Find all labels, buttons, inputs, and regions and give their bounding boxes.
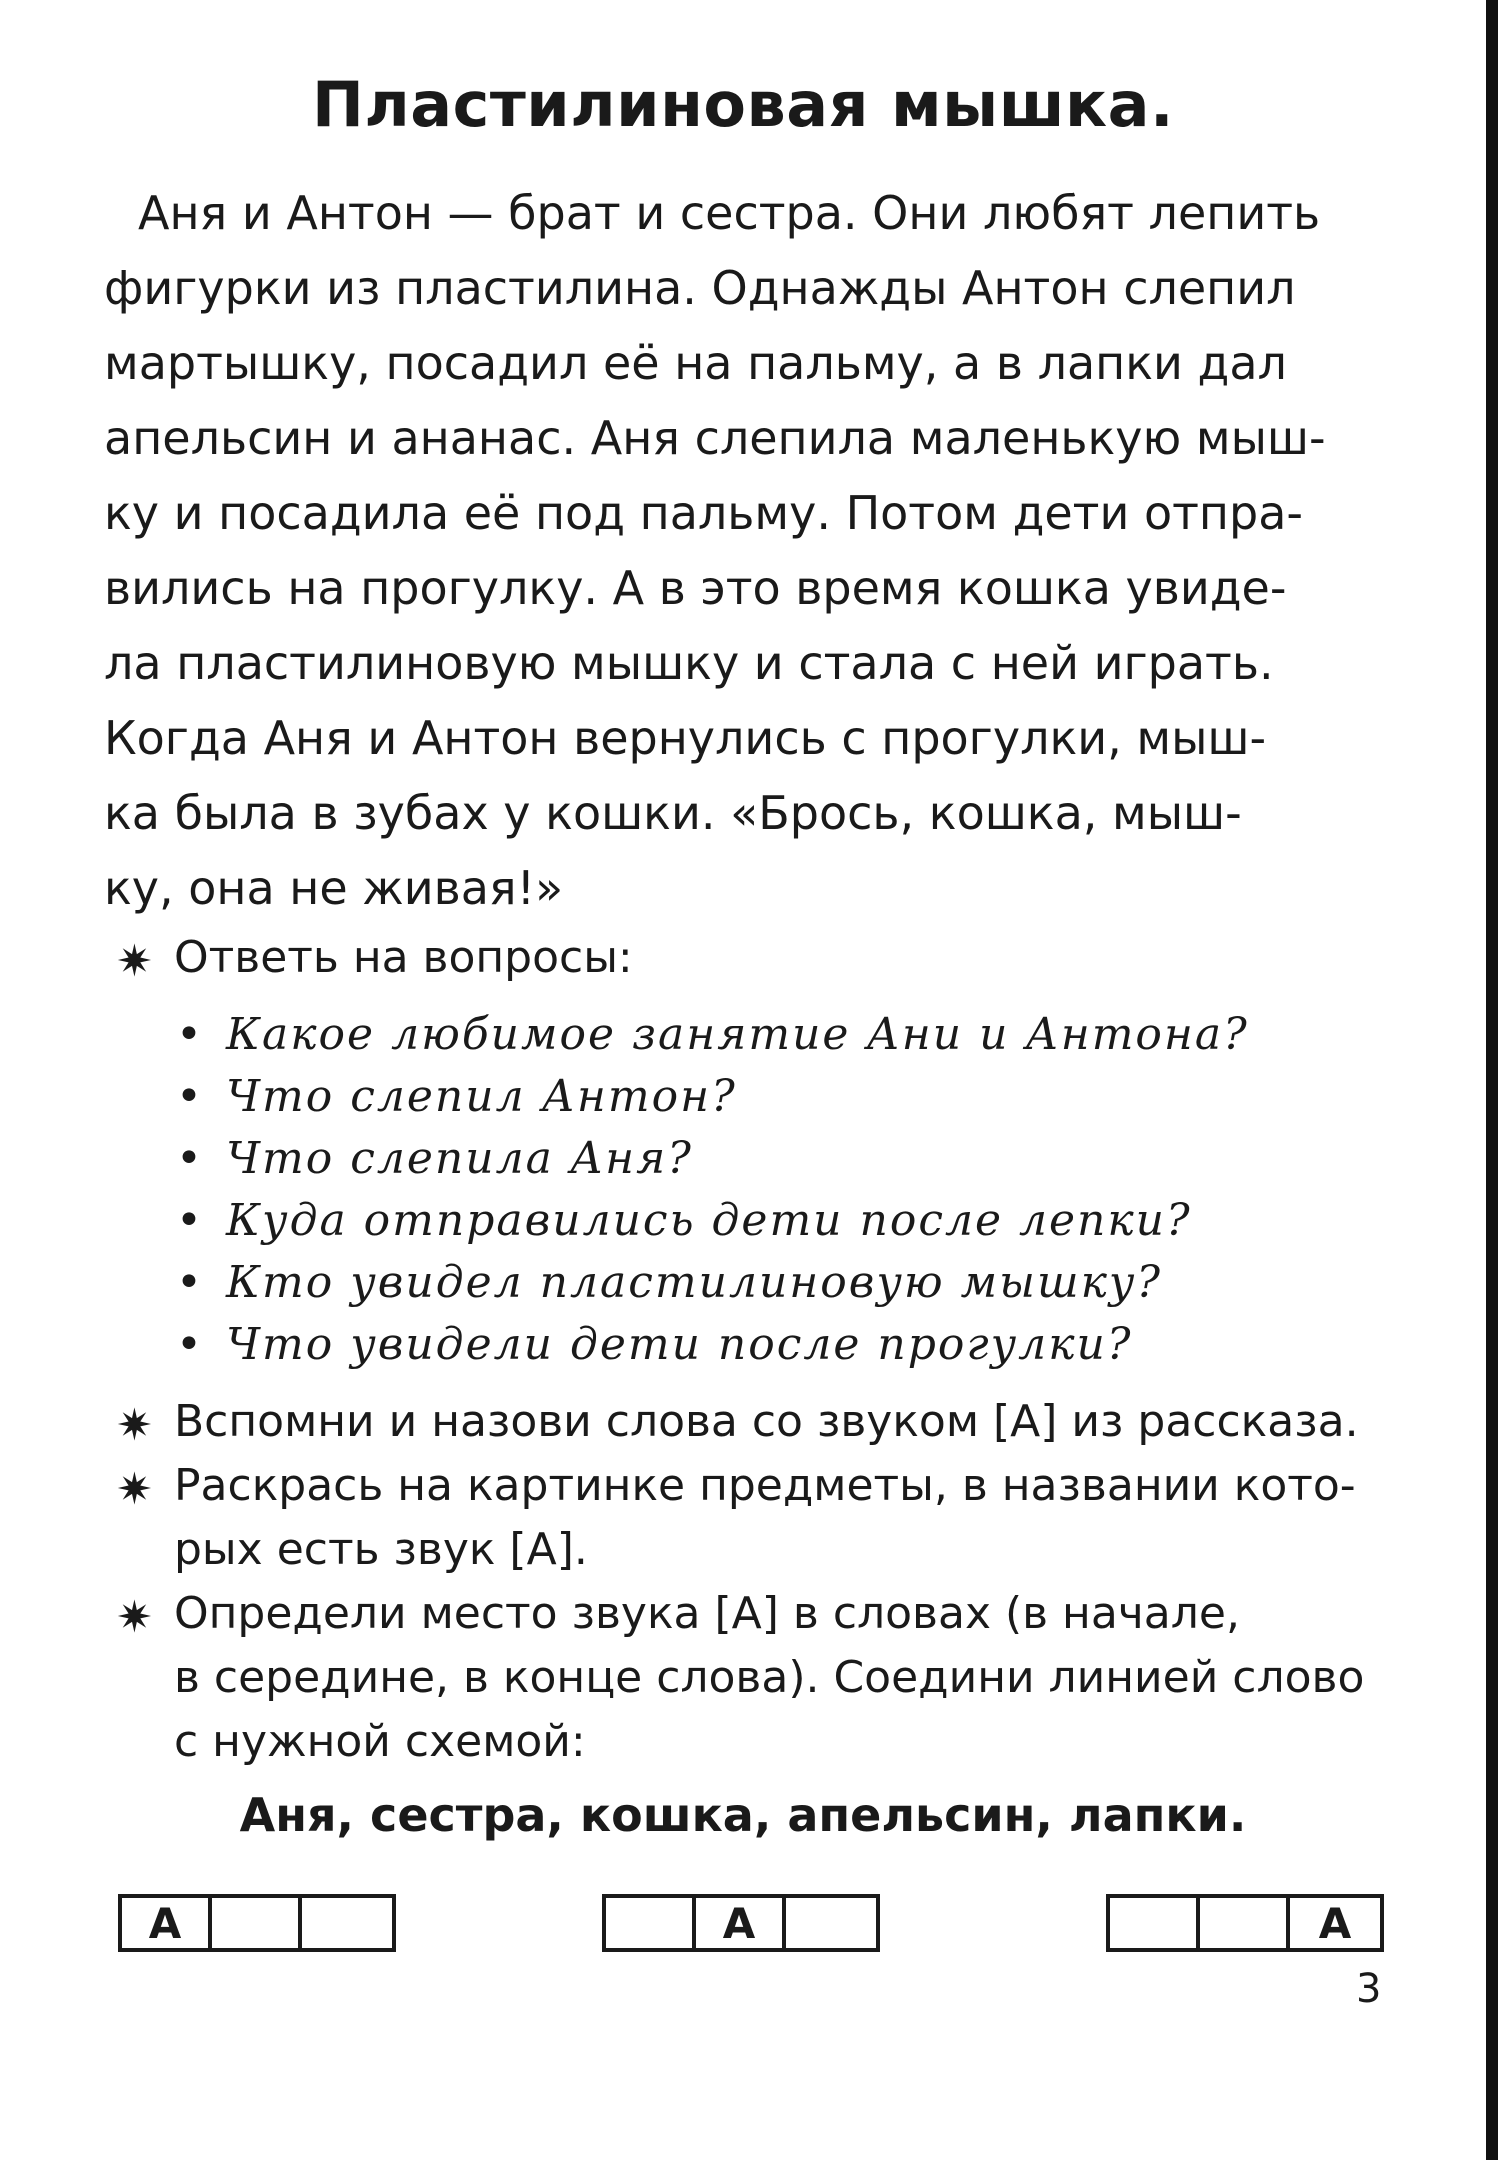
story-line: Когда Аня и Антон вернулись с прогулки, мыш- (104, 711, 1267, 765)
task-color-picture (116, 1454, 1386, 1582)
page-number: 3 (1356, 1966, 1382, 2012)
story-line: апельсин и ананас. Аня слепила маленькую мыш- (104, 411, 1326, 465)
question-item (176, 1252, 1249, 1314)
question-text: Что слепил Антон? (226, 1071, 737, 1122)
scheme-cell (212, 1898, 302, 1948)
star-icon: ✷ (116, 1464, 153, 1515)
story-line: ка была в зубах у кошки. «Брось, кошка, мыш- (104, 786, 1242, 840)
scheme-cell: А (122, 1898, 212, 1948)
sound-scheme-start[interactable] (118, 1894, 396, 1952)
page-title: Пластилиновая мышка. (311, 68, 1175, 141)
bullet-icon: • (176, 1133, 204, 1184)
question-item (176, 1004, 1249, 1066)
bullet-icon: • (176, 1195, 204, 1246)
scheme-cell (606, 1898, 696, 1948)
page-binding-edge (1486, 0, 1498, 2160)
word-list: Аня, сестра, кошка, апельсин, лапки. (239, 1788, 1247, 1842)
task-recall-words (116, 1390, 1386, 1454)
question-text: Что слепила Аня? (226, 1133, 693, 1184)
task-sound-position (116, 1582, 1386, 1774)
story-line: Аня и Антон — брат и сестра. Они любят лепить (138, 186, 1321, 240)
task-text-line: в середине, в конце слова). Соедини линией слово (174, 1652, 1365, 1703)
story-line: ла пластилиновую мышку и стала с ней играть. (104, 636, 1274, 690)
star-icon: ✷ (116, 1592, 153, 1643)
task-text-line: Раскрась на картинке предметы, в названии кото- (174, 1460, 1356, 1511)
question-text: Кто увидел пластилиновую мышку? (226, 1257, 1163, 1308)
story-line: вились на прогулку. А в это время кошка увиде- (104, 561, 1287, 615)
question-text: Что увидели дети после прогулки? (226, 1319, 1133, 1370)
star-icon: ✷ (116, 1400, 153, 1451)
question-text: Какое любимое занятие Ани и Антона? (226, 1009, 1249, 1060)
story-line: ку, она не живая!» (104, 861, 564, 915)
bullet-icon: • (176, 1257, 204, 1308)
task-text: Вспомни и назови слова со звуком [А] из рассказа. (174, 1396, 1359, 1447)
task-answer-questions (116, 926, 1386, 990)
question-item (176, 1128, 1249, 1190)
sound-scheme-middle[interactable] (602, 1894, 880, 1952)
story-line: мартышку, посадил её на пальму, а в лапки дал (104, 336, 1287, 390)
sound-scheme-end[interactable] (1106, 1894, 1384, 1952)
question-text: Куда отправились дети после лепки? (226, 1195, 1192, 1246)
story-line: фигурки из пластилина. Однажды Антон слепил (104, 261, 1296, 315)
story-line: ку и посадила её под пальму. Потом дети отпра- (104, 486, 1303, 540)
task-text-line: рых есть звук [А]. (174, 1524, 588, 1575)
scheme-cell (1200, 1898, 1290, 1948)
task-text-line: Определи место звука [А] в словах (в начале, (174, 1588, 1240, 1639)
questions-list (176, 1004, 1249, 1376)
scheme-cell (302, 1898, 392, 1948)
task-text-line: с нужной схемой: (174, 1716, 586, 1767)
scheme-cell: А (1318, 1898, 1352, 1948)
scheme-cell (1110, 1898, 1200, 1948)
story-text (104, 176, 1382, 926)
question-item (176, 1190, 1249, 1252)
bullet-icon: • (176, 1071, 204, 1122)
scheme-cell: А (696, 1898, 786, 1948)
bullet-icon: • (176, 1319, 204, 1370)
question-item (176, 1066, 1249, 1128)
scheme-cell (786, 1898, 876, 1948)
task-heading: Ответь на вопросы: (174, 932, 633, 983)
star-icon: ✷ (116, 936, 153, 987)
question-item (176, 1314, 1249, 1376)
bullet-icon: • (176, 1009, 204, 1060)
